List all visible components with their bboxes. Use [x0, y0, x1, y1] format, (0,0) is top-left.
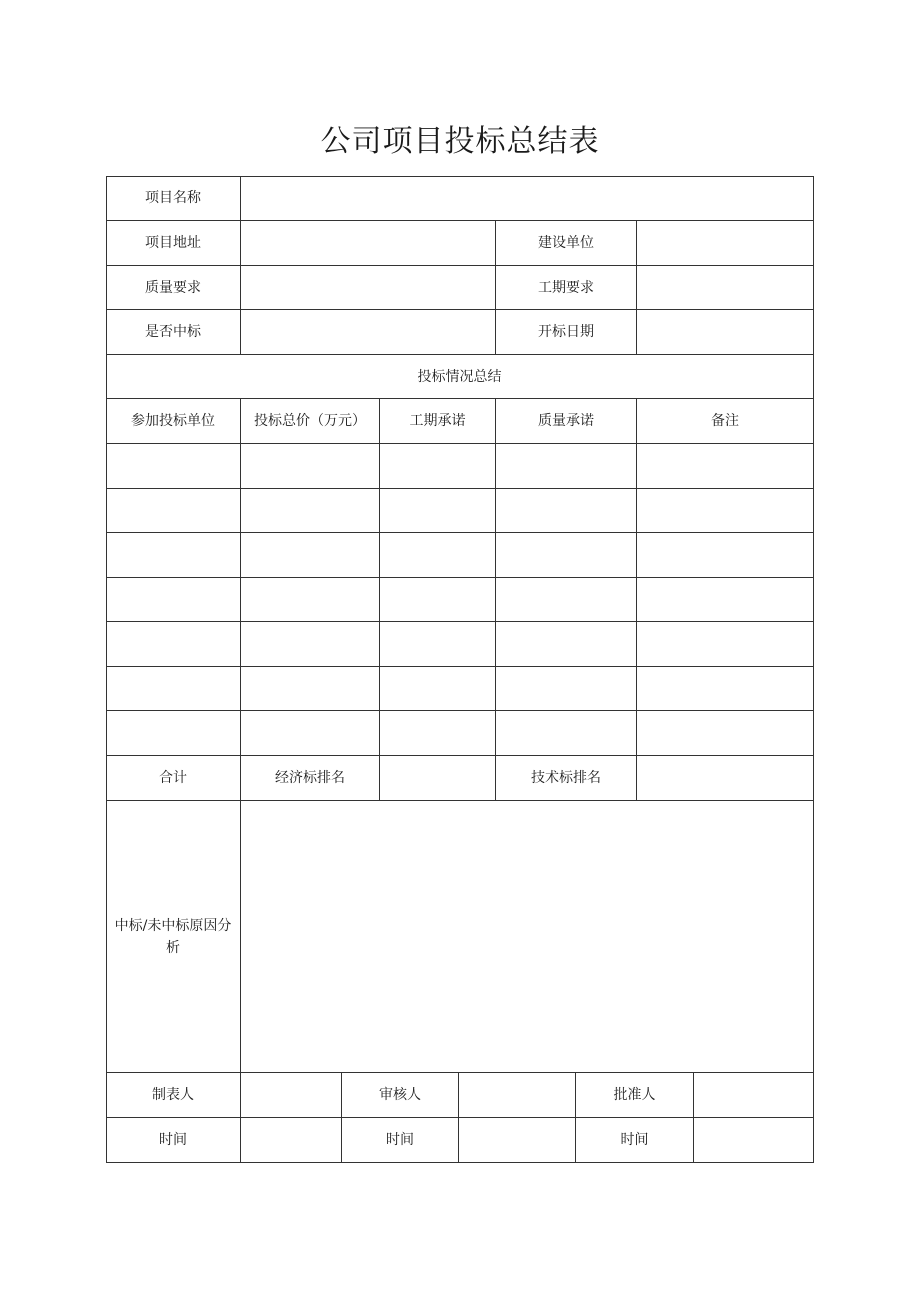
economic-rank-label: 经济标排名 — [241, 756, 380, 801]
table-cell[interactable] — [380, 489, 496, 533]
table-cell[interactable] — [637, 622, 814, 667]
table-cell[interactable] — [241, 444, 380, 489]
table-cell[interactable] — [496, 711, 637, 756]
table-cell[interactable] — [241, 578, 380, 622]
table-cell[interactable] — [496, 667, 637, 711]
approver-time-label: 时间 — [576, 1118, 694, 1163]
column-header-duration-commitment: 工期承诺 — [380, 399, 496, 444]
analysis-label: 中标/未中标原因分析 — [106, 801, 241, 1073]
economic-rank-field[interactable] — [380, 756, 496, 801]
open-date-label: 开标日期 — [496, 310, 637, 355]
approver-time-field[interactable] — [694, 1118, 814, 1163]
technical-rank-field[interactable] — [637, 756, 814, 801]
column-header-remarks: 备注 — [637, 399, 814, 444]
reviewer-label: 审核人 — [342, 1073, 459, 1118]
table-cell[interactable] — [380, 711, 496, 756]
table-cell[interactable] — [106, 533, 241, 578]
table-cell[interactable] — [496, 444, 637, 489]
approver-field[interactable] — [694, 1073, 814, 1118]
table-cell[interactable] — [106, 444, 241, 489]
duration-requirement-field[interactable] — [637, 266, 814, 310]
column-header-quality-commitment: 质量承诺 — [496, 399, 637, 444]
table-cell[interactable] — [106, 489, 241, 533]
client-field[interactable] — [637, 221, 814, 266]
quality-requirement-label: 质量要求 — [106, 266, 241, 310]
reviewer-time-label: 时间 — [342, 1118, 459, 1163]
table-cell[interactable] — [241, 667, 380, 711]
bid-summary-form — [106, 176, 813, 1162]
column-header-bidder: 参加投标单位 — [106, 399, 241, 444]
bid-won-label: 是否中标 — [106, 310, 241, 355]
table-cell[interactable] — [637, 667, 814, 711]
project-address-field[interactable] — [241, 221, 496, 266]
summary-section-title: 投标情况总结 — [106, 355, 814, 399]
table-cell[interactable] — [380, 444, 496, 489]
table-cell[interactable] — [380, 667, 496, 711]
column-header-total-price: 投标总价（万元） — [241, 399, 380, 444]
total-label: 合计 — [106, 756, 241, 801]
table-cell[interactable] — [637, 533, 814, 578]
table-cell[interactable] — [496, 533, 637, 578]
project-address-label: 项目地址 — [106, 221, 241, 266]
table-cell[interactable] — [637, 444, 814, 489]
reviewer-time-field[interactable] — [459, 1118, 576, 1163]
page-title: 公司项目投标总结表 — [320, 124, 600, 159]
table-cell[interactable] — [106, 711, 241, 756]
table-cell[interactable] — [496, 622, 637, 667]
project-name-field[interactable] — [241, 176, 814, 221]
open-date-field[interactable] — [637, 310, 814, 355]
reviewer-field[interactable] — [459, 1073, 576, 1118]
table-cell[interactable] — [380, 622, 496, 667]
bid-won-field[interactable] — [241, 310, 496, 355]
analysis-field[interactable] — [241, 801, 814, 1073]
preparer-time-field[interactable] — [241, 1118, 342, 1163]
table-cell[interactable] — [496, 578, 637, 622]
table-cell[interactable] — [106, 578, 241, 622]
technical-rank-label: 技术标排名 — [496, 756, 637, 801]
table-cell[interactable] — [241, 533, 380, 578]
table-cell[interactable] — [637, 578, 814, 622]
table-cell[interactable] — [380, 533, 496, 578]
preparer-time-label: 时间 — [106, 1118, 241, 1163]
preparer-label: 制表人 — [106, 1073, 241, 1118]
table-cell[interactable] — [637, 711, 814, 756]
table-cell[interactable] — [241, 711, 380, 756]
table-cell[interactable] — [241, 622, 380, 667]
table-cell[interactable] — [380, 578, 496, 622]
table-cell[interactable] — [496, 489, 637, 533]
table-cell[interactable] — [106, 622, 241, 667]
preparer-field[interactable] — [241, 1073, 342, 1118]
project-name-label: 项目名称 — [106, 176, 241, 221]
client-label: 建设单位 — [496, 221, 637, 266]
duration-requirement-label: 工期要求 — [496, 266, 637, 310]
quality-requirement-field[interactable] — [241, 266, 496, 310]
table-cell[interactable] — [241, 489, 380, 533]
approver-label: 批准人 — [576, 1073, 694, 1118]
table-cell[interactable] — [106, 667, 241, 711]
table-cell[interactable] — [637, 489, 814, 533]
